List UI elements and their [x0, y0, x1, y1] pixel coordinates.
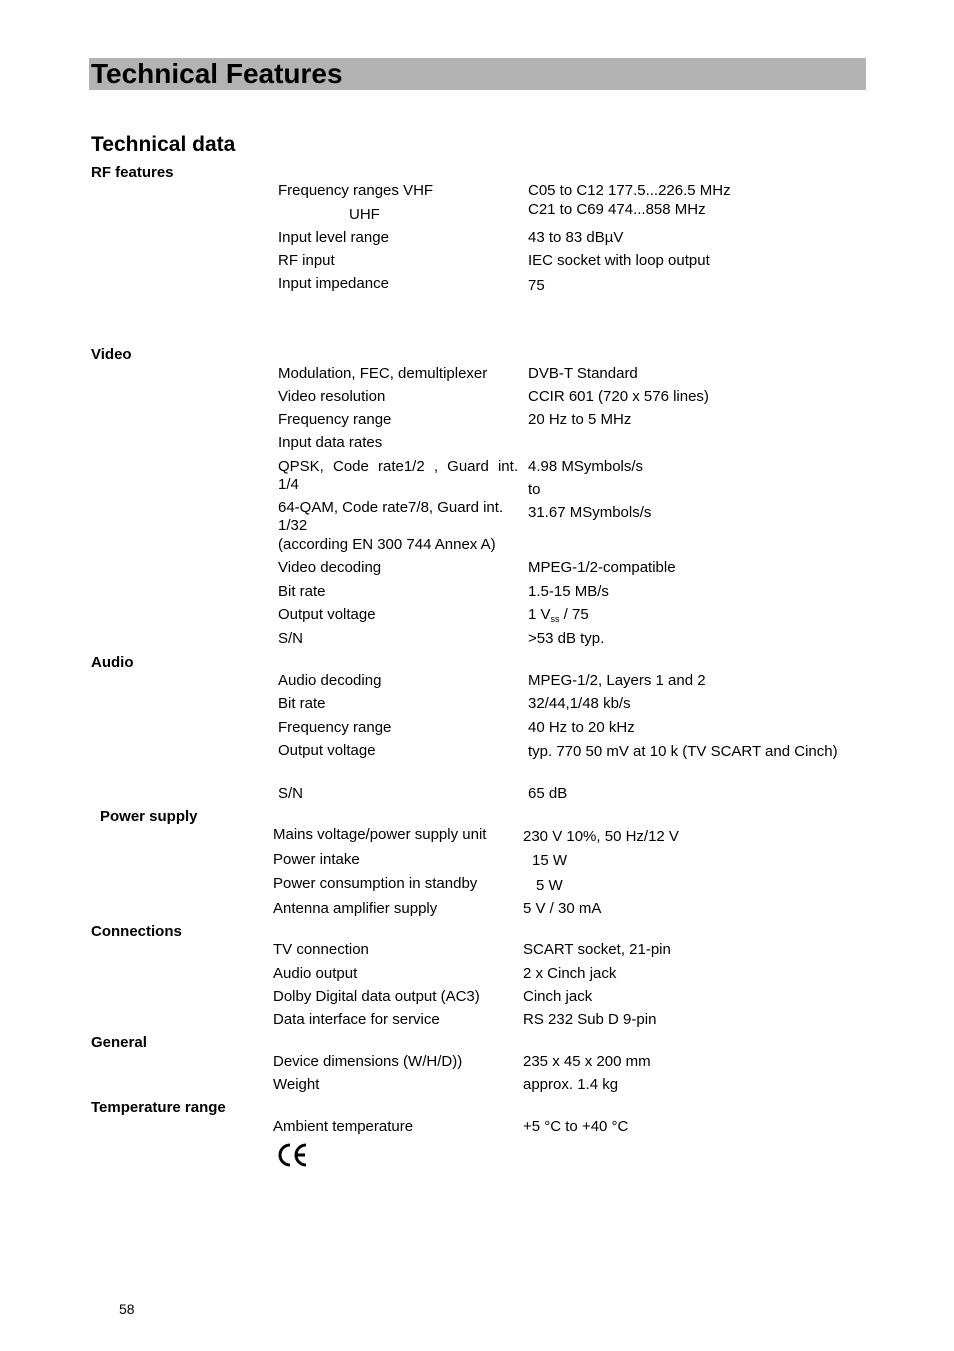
spec-label: Audio decoding [278, 672, 382, 689]
spec-label: Dolby Digital data output (AC3) [273, 988, 480, 1005]
spec-value: MPEG-1/2, Layers 1 and 2 [528, 672, 706, 689]
page-title: Technical Features [91, 58, 343, 89]
spec-label: Video resolution [278, 388, 386, 405]
spec-label: Mains voltage/power supply unit [273, 826, 487, 843]
spec-label: Weight [273, 1076, 320, 1093]
ce-mark-icon [276, 1142, 310, 1168]
spec-value: Cinch jack [523, 988, 593, 1005]
spec-label: (according EN 300 744 Annex A) [278, 536, 496, 553]
spec-value: 5 W [536, 877, 563, 894]
spec-value: >53 dB typ. [528, 630, 605, 647]
spec-value: C05 to C12 177.5...226.5 MHz [528, 182, 731, 199]
spec-value: typ. 770 50 mV at 10 k (TV SCART and Cinch) [528, 743, 838, 760]
spec-value: IEC socket with loop output [528, 252, 710, 269]
spec-label: Frequency range [278, 411, 392, 428]
spec-label: Bit rate [278, 583, 326, 600]
spec-value: 1 $V_{ss} / 75$ [528, 606, 589, 624]
spec-label: Modulation, FEC, demultiplexer [278, 365, 488, 382]
temperature-range-heading: Temperature range [91, 1099, 226, 1116]
spec-value: 230 V 10%, 50 Hz/12 V [523, 828, 679, 845]
spec-label: Input data rates [278, 434, 383, 451]
spec-value: 1.5-15 MB/s [528, 583, 609, 600]
general-heading: General [91, 1034, 147, 1051]
spec-value: C21 to C69 474...858 MHz [528, 201, 706, 218]
spec-value: 5 V / 30 mA [523, 900, 602, 917]
spec-value: RS 232 Sub D 9-pin [523, 1011, 657, 1028]
spec-label: Output voltage [278, 606, 376, 623]
spec-value: 31.67 MSymbols/s [528, 504, 652, 521]
spec-value: DVB-T Standard [528, 365, 638, 382]
spec-label: Bit rate [278, 695, 326, 712]
spec-label: Input level range [278, 229, 389, 246]
spec-label: RF input [278, 252, 335, 269]
spec-label: S/N [278, 630, 304, 647]
spec-label: Antenna amplifier supply [273, 900, 438, 917]
spec-label: Audio output [273, 965, 358, 982]
rf-features-heading: RF features [91, 164, 174, 181]
spec-value: 15 W [532, 852, 568, 869]
spec-label: Device dimensions (W/H/D)) [273, 1053, 463, 1070]
audio-heading: Audio [91, 654, 134, 671]
spec-value: 32/44,1/48 kb/s [528, 695, 631, 712]
spec-value: approx. 1.4 kg [523, 1076, 619, 1093]
video-heading: Video [91, 346, 132, 363]
spec-value: 75 [528, 277, 545, 294]
spec-value: +5 °C to +40 °C [523, 1118, 629, 1135]
spec-value: 65 dB [528, 785, 568, 802]
spec-label: Output voltage [278, 742, 376, 759]
spec-label: Frequency ranges VHF [278, 182, 434, 199]
spec-value: 235 x 45 x 200 mm [523, 1053, 651, 1070]
connections-heading: Connections [91, 923, 182, 940]
spec-label: Power intake [273, 851, 360, 868]
spec-label: QPSK, Code rate1/2 , Guard int. 1/4 [278, 458, 518, 493]
spec-label: Data interface for service [273, 1011, 440, 1028]
spec-value: 43 to 83 dBµV [528, 229, 624, 246]
spec-label: 64-QAM, Code rate7/8, Guard int. 1/32 [278, 499, 504, 534]
spec-label: Frequency range [278, 719, 392, 736]
section-title: Technical data [91, 133, 236, 156]
spec-label: UHF [349, 206, 380, 223]
spec-label: TV connection [273, 941, 369, 958]
power-supply-heading: Power supply [100, 808, 198, 825]
spec-value: SCART socket, 21-pin [523, 941, 671, 958]
spec-label: Input impedance [278, 275, 389, 292]
spec-value: 2 x Cinch jack [523, 965, 617, 982]
spec-label: Video decoding [278, 559, 382, 576]
spec-value: 40 Hz to 20 kHz [528, 719, 635, 736]
spec-label: Power consumption in standby [273, 875, 478, 892]
spec-label: S/N [278, 785, 304, 802]
spec-label: Ambient temperature [273, 1118, 414, 1135]
spec-value: MPEG-1/2-compatible [528, 559, 676, 576]
spec-value: 20 Hz to 5 MHz [528, 411, 632, 428]
spec-value: to [528, 481, 541, 498]
spec-value: CCIR 601 (720 x 576 lines) [528, 388, 709, 405]
page-number: 58 [119, 1301, 135, 1317]
spec-value: 4.98 MSymbols/s [528, 458, 644, 475]
